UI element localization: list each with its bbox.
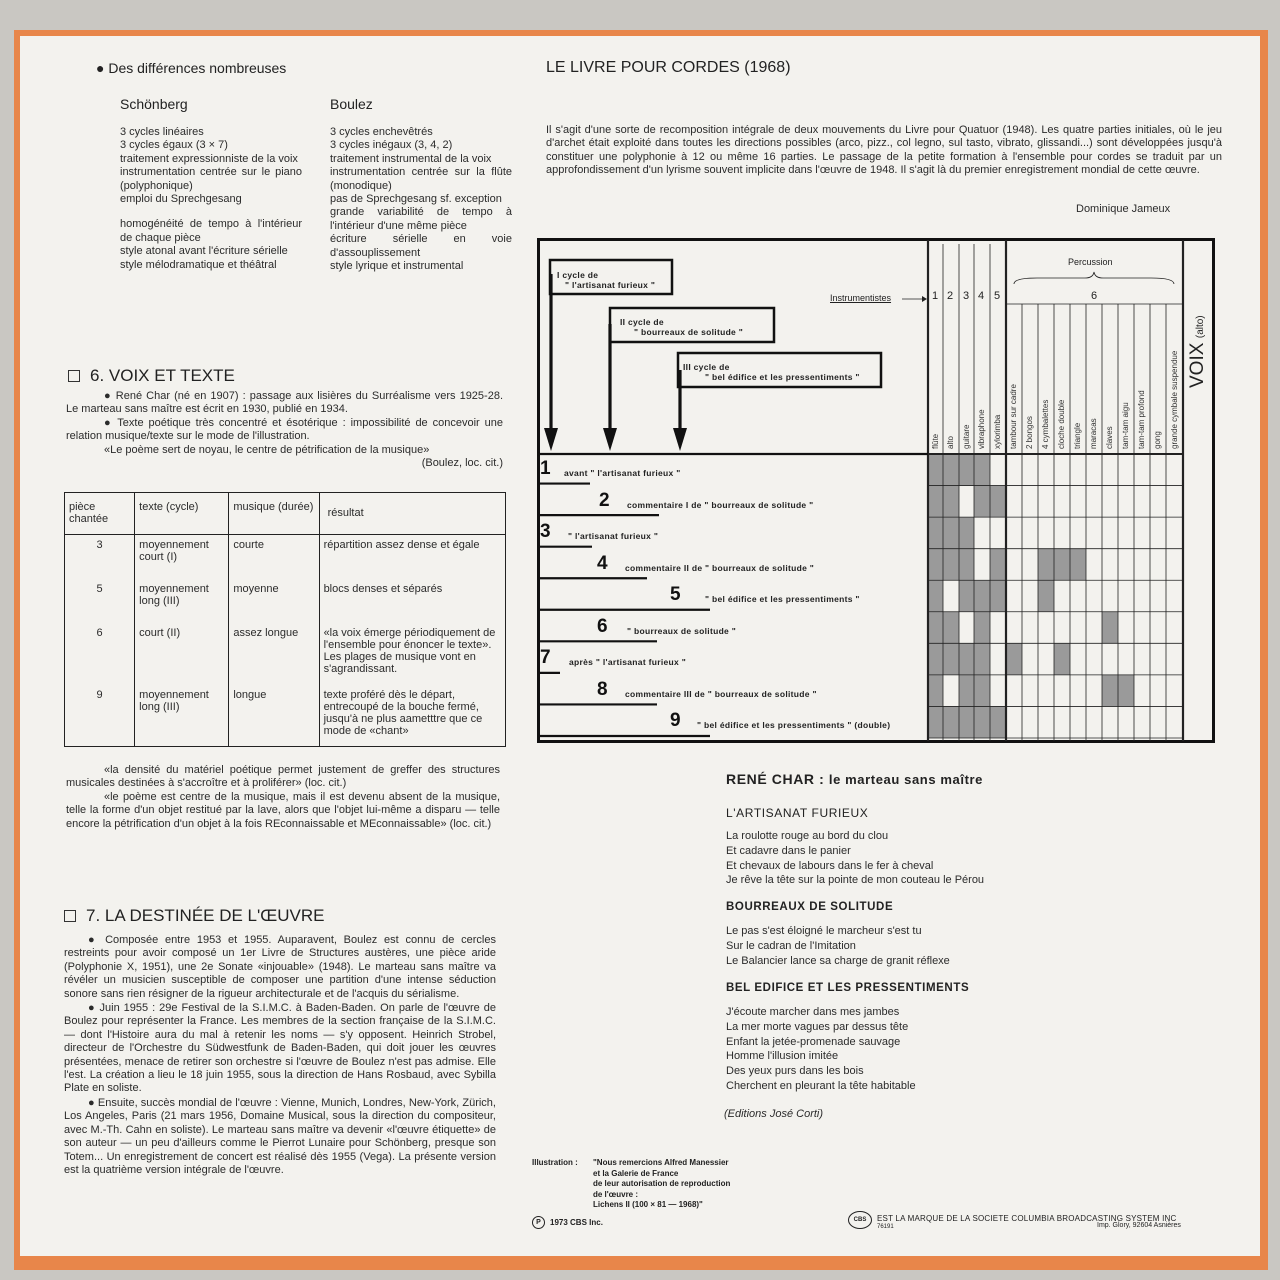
instrument-name: flûte: [930, 433, 940, 449]
grid-cell-filled: [974, 580, 990, 612]
cycle-1-label: I cycle de " l'artisanat furieux ": [557, 270, 656, 290]
piece-number: 9: [670, 710, 681, 732]
header-musique: musique (durée): [229, 493, 319, 535]
percussion-label: Percussion: [1068, 257, 1113, 267]
piece-label: " bourreaux de solitude ": [627, 625, 737, 636]
editions-credit: (Editions José Corti): [724, 1108, 824, 1120]
arrow-head: [603, 428, 617, 451]
grid-cell-filled: [959, 675, 974, 707]
piece-label: " l'artisanat furieux ": [568, 531, 659, 542]
grid-cell-filled: [974, 486, 990, 518]
piece-number: 6: [597, 615, 608, 637]
instrument-name: tambour sur cadre: [1009, 384, 1018, 449]
illustration-credit: Illustration : "Nous remercions Alfred Manessier et la Galerie de France de leur autorisation de reproduction de l'œuvre : Lichens II (100 × 81 — 1968)": [532, 1158, 731, 1209]
grid-cell-filled: [990, 706, 1006, 738]
s7-paragraph-2: ● Juin 1955 : 29e Festival de la S.I.M.C. à Baden-Baden. On parle de l'œuvre de Boulez pour représenter la France. Les membres de la section française de la S.I.M.C. — dont l'Histoire aura du mal à retenir les noms — s'y opposent. Heinrich Strobel, directeur de l'Orchestre du Südwestfunk de Baden-Baden, qui doit jouer les œuvres présentées, menace de retirer son orchestre si l'œuvre de Boulez n'est pas admise. Elle l'est. La création a lieu le 18 juin 1955, sous la direction de Hans Rosbaud, avec Sybilla Plate en soliste.: [64, 1002, 496, 1095]
piece-number: 4: [597, 552, 608, 574]
grid-cell-filled: [1070, 549, 1086, 581]
column-number: 2: [947, 290, 954, 302]
instrument-name: triangle: [1073, 422, 1082, 449]
schonberg-title: Schönberg: [120, 96, 188, 112]
diagram-lines: [537, 238, 1216, 744]
s7-paragraph-3: ● Ensuite, succès mondial de l'œuvre : Vienne, Munich, Londres, New-York, Zürich, Los Angeles, Paris (21 mars 1956, Domaine Musical, sous la direction du compositeur, avec M.-Th. Cahn en soliste). Le marteau sans maître va devenir «l'œuvre étiquette» de son auteur — un peu d'ailleurs comme le Pierrot Lunaire pour Schönberg, presque son Totem... Un enregistrement de concert est réalisé dès 1955 (Vega). La présente version est la quatrième version intégrale de l'œuvre.: [64, 1096, 496, 1176]
schonberg-column: [120, 96, 302, 272]
grid-cell-filled: [943, 454, 959, 486]
column-number: 4: [978, 290, 985, 302]
instrument-name: cloche double: [1057, 399, 1066, 449]
grid-cell-filled: [928, 612, 943, 644]
grid-cell-filled: [990, 486, 1006, 518]
piece-number: 7: [540, 647, 551, 669]
piece-number: 8: [597, 678, 608, 700]
grid-cell-filled: [1054, 549, 1070, 581]
grid-cell-filled: [1102, 612, 1118, 644]
grid-cell-filled: [928, 517, 943, 549]
quote-1: «la densité du matériel poétique permet justement de greffer des structures musicales destinées à s'accroître et à proliférer» (loc. cit.): [66, 764, 500, 790]
column-number: 1: [932, 290, 939, 302]
section-7-title: 7. LA DESTINÉE DE L'ŒUVRE: [64, 906, 325, 926]
grid-cell-filled: [959, 549, 974, 581]
grid-cell-filled: [959, 517, 974, 549]
differences-heading: ● Des différences nombreuses: [96, 60, 287, 76]
schonberg-list: 3 cycles linéaires 3 cycles égaux (3 × 7) traitement expressionniste de la voix instrumentation centrée sur le piano (polyphonique) emploi du Sprechgesang homogénéité de tempo à l'intérieur de chaque pièce style atonal avant l'écriture sérielle style mélodramatique et théâtral: [120, 126, 302, 271]
s6-paragraph-2: ● Texte poétique très concentré et ésotérique : impossibilité de concevoir une relation musique/texte sur le mode de l'illustration.: [66, 416, 503, 443]
instrument-name: xylorimba: [993, 414, 1002, 449]
grid-cell-filled: [974, 675, 990, 707]
grid-cell-filled: [974, 612, 990, 644]
instrumentistes-label: Instrumentistes: [830, 293, 892, 303]
table-row: 5 moyennement long (III) moyenne blocs denses et séparés: [65, 579, 506, 623]
printer-credit: Imp. Glory, 92604 Asnières: [1097, 1222, 1181, 1229]
piece-label: après " l'artisanat furieux ": [569, 657, 687, 668]
boulez-title: Boulez: [330, 96, 373, 112]
cbs-trademark: EST LA MARQUE DE LA SOCIETE COLUMBIA BROADCASTING SYSTEM INC: [877, 1214, 1177, 1223]
grid-cell-filled: [943, 612, 959, 644]
phonogram-icon: P: [532, 1216, 545, 1229]
boulez-list: 3 cycles enchevêtrés 3 cycles inégaux (3, 4, 2) traitement instrumental de la voix instrumentation centrée sur la flûte (monodique) pas de Sprechgesang sf. exception grande variabilité de tempo à l'intérieur d'une même pièce écriture sérielle en voie d'assouplissement style lyrique et instrumental: [330, 126, 512, 273]
grid-cell-filled: [959, 706, 974, 738]
instrument-name: tam-tam aigu: [1121, 402, 1130, 449]
grid-cell-filled: [974, 706, 990, 738]
copyright: P 1973 CBS Inc.: [532, 1216, 603, 1229]
cycle-2-label: II cycle de " bourreaux de solitude ": [620, 317, 744, 337]
instrument-name: grande cymbale suspendue: [1169, 350, 1179, 449]
s6-quote-source: (Boulez, loc. cit.): [421, 457, 503, 470]
instrument-name: guitare: [961, 424, 971, 449]
checkbox-square: [64, 910, 76, 922]
instrument-name: gong: [1153, 431, 1162, 449]
piece-label: avant " l'artisanat furieux ": [564, 468, 681, 478]
instrument-name: 4 cymbalettes: [1041, 399, 1050, 449]
piece-label: commentaire II de " bourreaux de solitude ": [625, 562, 815, 573]
catalog-code: 76191: [877, 1224, 894, 1230]
grid-cell-filled: [943, 706, 959, 738]
arrow-head: [544, 428, 558, 451]
header-texte: texte (cycle): [135, 493, 229, 535]
arrow-head: [673, 428, 687, 451]
instrument-name: tam-tam profond: [1137, 390, 1146, 449]
table-row: 9 moyennement long (III) longue texte proféré dès le départ, entrecoupé de la bouche fermé, jusqu'à ne plus aametttre que ce mode de «chant»: [65, 685, 506, 747]
boulez-column: [330, 96, 512, 273]
piece-number: 1: [540, 458, 551, 479]
piece-label: " bel édifice et les pressentiments ": [705, 594, 860, 605]
arrow-head: [922, 296, 927, 302]
poem-section-1: La roulotte rouge au bord du clou Et cadavre dans le panier Et chevaux de labours dans le fer à cheval Je rêve la tête sur la pointe de mon couteau le Pérou: [726, 830, 985, 887]
author-credit: Dominique Jameux: [1076, 203, 1171, 215]
piece-label: commentaire III de " bourreaux de solitude ": [625, 688, 817, 699]
section-6-title: 6. VOIX ET TEXTE: [68, 366, 235, 386]
section-6-text: [66, 390, 503, 470]
grid-cell-filled: [1038, 549, 1054, 581]
grid-cell-filled: [990, 549, 1006, 581]
grid-cell-filled: [1118, 675, 1134, 707]
instrument-name: 2 bongos: [1025, 416, 1034, 449]
grid-cell-filled: [928, 580, 943, 612]
grid-cell-filled: [943, 486, 959, 518]
header-piece: pièce chantée: [65, 493, 135, 535]
column-number: 5: [994, 290, 1001, 302]
piece-number: 3: [540, 521, 551, 543]
checkbox-square: [68, 370, 80, 382]
piece-number: 2: [599, 489, 610, 511]
cycle-3-label: III cycle de " bel édifice et les pressentiments ": [683, 362, 860, 382]
instrument-diagram: [537, 238, 1216, 744]
results-table: [64, 492, 506, 747]
livre-paragraph: Il s'agit d'une sorte de recomposition intégrale de deux mouvements du Livre pour Quatuor (1948). Les quatre parties initiales, où le jeu d'archet était exploité dans toutes les directions possibles (arco, pizz., col legno, sul tasto, vibrato, glissandi...) sont développées jusqu'à constituer une polyphonie à 12 ou même 16 parties. Le passage de la petite formation à l'ensemble pour cordes se traduit par un approfondissement d'un lyrisme souvent implicite dans l'œuvre de 1948. Il s'agit là du premier enregistrement mondial de cette œuvre.: [546, 124, 1222, 177]
section-7-text: [64, 934, 496, 1177]
piece-label: commentaire I de " bourreaux de solitude ": [627, 499, 814, 510]
poem-section-1-title: L'ARTISANAT FURIEUX: [726, 806, 869, 820]
grid-cell-filled: [959, 643, 974, 675]
grid-cell-filled: [928, 454, 943, 486]
grid-cell-filled: [959, 454, 974, 486]
quotes-block: [66, 764, 500, 831]
livre-title: LE LIVRE POUR CORDES (1968): [546, 59, 791, 76]
column-number: 3: [963, 290, 970, 302]
cbs-eye-icon: CBS: [848, 1211, 872, 1229]
s6-quote: «Le poème sert de noyau, le centre de pétrification de la musique»: [104, 443, 430, 456]
piece-label: " bel édifice et les pressentiments " (double): [697, 720, 891, 731]
s7-paragraph-1: ● Composée entre 1953 et 1955. Auparavent, Boulez est connu de cercles restreints pour avoir composé un 1er Livre de Structures austères, une pièce aride (Polyphonie X, 1951), une 2e Sonate «injouable» (1948). Le marteau sans maître va révéler un musicien susceptible de composer une partition d'une intense séduction sonore sans rien résigner de la rigueur architecturale et de l'acquis du sérialisme.: [64, 934, 496, 1000]
header-resultat: résultat: [319, 493, 505, 535]
poem-section-3: J'écoute marcher dans mes jambes La mer morte vagues par dessus tête Enfant la jetée-promenade sauvage Homme l'illusion imitée Des yeux purs dans les bois Cherchent en pleurant la tête habitable: [726, 1006, 916, 1092]
grid-cell-filled: [943, 549, 959, 581]
grid-cell-filled: [1006, 643, 1022, 675]
grid-cell-filled: [1054, 643, 1070, 675]
grid-cell-filled: [928, 549, 943, 581]
grid-cell-filled: [990, 580, 1006, 612]
s6-paragraph-1: ● René Char (né en 1907) : passage aux lisières du Surréalisme vers 1925-28. Le marteau sans maître est écrit en 1930, publié en 1934.: [66, 390, 503, 416]
table-row: 6 court (II) assez longue «la voix émerge périodiquement de l'ensemble pour énoncer le texte». Les plages de musique vont en s'agrandissant.: [65, 623, 506, 685]
table-row: 3 moyennement court (I) courte répartition assez dense et égale: [65, 535, 506, 579]
piece-number: 5: [670, 584, 681, 606]
grid-cell-filled: [1102, 675, 1118, 707]
grid-cell-filled: [974, 454, 990, 486]
percussion-brace: [1014, 272, 1174, 284]
instrument-name: maracas: [1089, 418, 1098, 449]
grid-cell-filled: [974, 643, 990, 675]
poem-section-2-title: BOURREAUX DE SOLITUDE: [726, 901, 894, 913]
grid-cell-filled: [928, 486, 943, 518]
grid-cell-filled: [943, 643, 959, 675]
grid-cell-filled: [928, 706, 943, 738]
voix-label: VOIX (alto): [1187, 315, 1208, 388]
bullet: ●: [96, 60, 105, 76]
poem-header: RENÉ CHAR : le marteau sans maître: [726, 771, 983, 787]
grid-cell-filled: [928, 643, 943, 675]
poem-section-2: Le pas s'est éloigné le marcheur s'est tu Sur le cadran de l'Imitation Le Balancier lance sa charge de granit réflexe: [726, 925, 950, 967]
percussion-count: 6: [1091, 290, 1098, 302]
instrument-name: claves: [1105, 426, 1114, 449]
instrument-name: alto: [946, 436, 955, 449]
grid-cell-filled: [943, 517, 959, 549]
poem-section-3-title: BEL EDIFICE ET LES PRESSENTIMENTS: [726, 982, 970, 994]
quote-2: «le poème est centre de la musique, mais il est devenu absent de la musique, telle la forme d'un objet restitué par la lave, alors que l'objet lui-même a disparu — telle encore la pétrification d'un objet à la fois REconnaissable et MEconnaissable» (loc. cit.): [66, 790, 500, 830]
grid-cell-filled: [928, 675, 943, 707]
grid-cell-filled: [959, 580, 974, 612]
grid-cell-filled: [1038, 580, 1054, 612]
instrument-name: vibraphone: [977, 409, 986, 449]
